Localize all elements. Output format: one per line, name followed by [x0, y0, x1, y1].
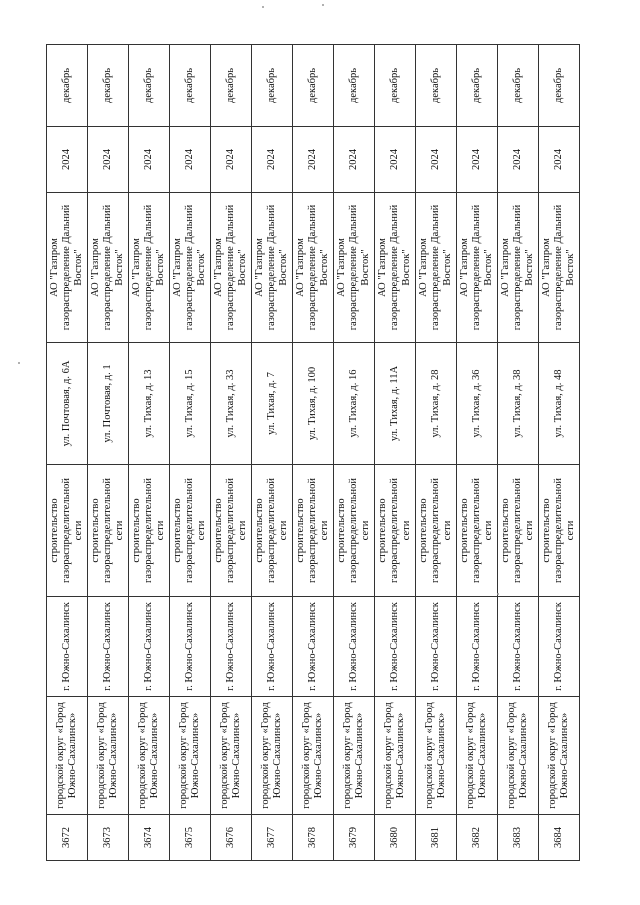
organization-cell: АО "Газпром газораспределение Дальний Восток" — [88, 193, 129, 343]
locality-cell: г. Южно-Сахалинск — [498, 597, 539, 697]
work-type-cell: строительство газораспределительной сети — [88, 465, 129, 597]
year-cell: 2024 — [252, 127, 293, 193]
organization-cell: АО "Газпром газораспределение Дальний Восток" — [252, 193, 293, 343]
address-cell: ул. Тихая, д. 33 — [211, 343, 252, 465]
municipality-cell: городской округ «Город Южно-Сахалинск» — [88, 697, 129, 815]
table-row — [211, 45, 252, 861]
table-row — [375, 45, 416, 861]
address-cell: ул. Тихая, д. 38 — [498, 343, 539, 465]
municipality-cell: городской округ «Город Южно-Сахалинск» — [47, 697, 88, 815]
municipality-cell: городской округ «Город Южно-Сахалинск» — [498, 697, 539, 815]
table-row — [129, 45, 170, 861]
month-cell: декабрь — [416, 45, 457, 127]
year-cell: 2024 — [211, 127, 252, 193]
address-cell: ул. Тихая, д. 28 — [416, 343, 457, 465]
table-row — [170, 45, 211, 861]
work-type-cell: строительство газораспределительной сети — [129, 465, 170, 597]
row-number: 3680 — [375, 815, 416, 861]
locality-cell: г. Южно-Сахалинск — [293, 597, 334, 697]
month-cell: декабрь — [457, 45, 498, 127]
organization-cell: АО "Газпром газораспределение Дальний Восток" — [498, 193, 539, 343]
address-cell: ул. Почтовая, д. 6А — [47, 343, 88, 465]
locality-cell: г. Южно-Сахалинск — [334, 597, 375, 697]
month-cell: декабрь — [334, 45, 375, 127]
month-cell: декабрь — [129, 45, 170, 127]
locality-cell: г. Южно-Сахалинск — [170, 597, 211, 697]
municipality-cell: городской округ «Город Южно-Сахалинск» — [375, 697, 416, 815]
municipality-cell: городской округ «Город Южно-Сахалинск» — [129, 697, 170, 815]
row-number: 3675 — [170, 815, 211, 861]
month-cell: декабрь — [170, 45, 211, 127]
work-type-cell: строительство газораспределительной сети — [211, 465, 252, 597]
organization-cell: АО "Газпром газораспределение Дальний Восток" — [293, 193, 334, 343]
scan-speck — [497, 593, 499, 595]
table-row — [334, 45, 375, 861]
municipality-cell: городской округ «Город Южно-Сахалинск» — [252, 697, 293, 815]
row-number: 3682 — [457, 815, 498, 861]
year-cell: 2024 — [47, 127, 88, 193]
year-cell: 2024 — [88, 127, 129, 193]
municipality-cell: городской округ «Город Южно-Сахалинск» — [539, 697, 580, 815]
row-number: 3679 — [334, 815, 375, 861]
organization-cell: АО "Газпром газораспределение Дальний Восток" — [47, 193, 88, 343]
table-row — [416, 45, 457, 861]
address-cell: ул. Тихая, д. 11А — [375, 343, 416, 465]
organization-cell: АО "Газпром газораспределение Дальний Восток" — [457, 193, 498, 343]
scan-speck — [322, 4, 324, 6]
organization-cell: АО "Газпром газораспределение Дальний Восток" — [170, 193, 211, 343]
locality-cell: г. Южно-Сахалинск — [88, 597, 129, 697]
month-cell: декабрь — [498, 45, 539, 127]
month-cell: декабрь — [47, 45, 88, 127]
year-cell: 2024 — [498, 127, 539, 193]
scan-speck — [18, 362, 20, 364]
month-cell: декабрь — [252, 45, 293, 127]
address-cell: ул. Тихая, д. 16 — [334, 343, 375, 465]
municipality-cell: городской округ «Город Южно-Сахалинск» — [416, 697, 457, 815]
locality-cell: г. Южно-Сахалинск — [416, 597, 457, 697]
organization-cell: АО "Газпром газораспределение Дальний Восток" — [416, 193, 457, 343]
organization-cell: АО "Газпром газораспределение Дальний Восток" — [129, 193, 170, 343]
row-number: 3677 — [252, 815, 293, 861]
municipality-cell: городской округ «Город Южно-Сахалинск» — [170, 697, 211, 815]
organization-cell: АО "Газпром газораспределение Дальний Восток" — [539, 193, 580, 343]
locality-cell: г. Южно-Сахалинск — [129, 597, 170, 697]
table-row — [457, 45, 498, 861]
row-number: 3674 — [129, 815, 170, 861]
locality-cell: г. Южно-Сахалинск — [375, 597, 416, 697]
table-row — [539, 45, 580, 861]
locality-cell: г. Южно-Сахалинск — [47, 597, 88, 697]
address-cell: ул. Тихая, д. 7 — [252, 343, 293, 465]
table-row — [293, 45, 334, 861]
organization-cell: АО "Газпром газораспределение Дальний Восток" — [375, 193, 416, 343]
work-type-cell: строительство газораспределительной сети — [416, 465, 457, 597]
row-number: 3684 — [539, 815, 580, 861]
year-cell: 2024 — [334, 127, 375, 193]
month-cell: декабрь — [211, 45, 252, 127]
row-number: 3678 — [293, 815, 334, 861]
work-type-cell: строительство газораспределительной сети — [293, 465, 334, 597]
year-cell: 2024 — [129, 127, 170, 193]
locality-cell: г. Южно-Сахалинск — [211, 597, 252, 697]
year-cell: 2024 — [457, 127, 498, 193]
row-number: 3683 — [498, 815, 539, 861]
year-cell: 2024 — [293, 127, 334, 193]
month-cell: декабрь — [293, 45, 334, 127]
work-type-cell: строительство газораспределительной сети — [539, 465, 580, 597]
gas-network-register-table — [46, 44, 580, 861]
municipality-cell: городской округ «Город Южно-Сахалинск» — [293, 697, 334, 815]
address-cell: ул. Почтовая, д. 1 — [88, 343, 129, 465]
work-type-cell: строительство газораспределительной сети — [47, 465, 88, 597]
work-type-cell: строительство газораспределительной сети — [252, 465, 293, 597]
year-cell: 2024 — [170, 127, 211, 193]
table-row — [252, 45, 293, 861]
address-cell: ул. Тихая, д. 15 — [170, 343, 211, 465]
scanned-page — [46, 45, 576, 861]
work-type-cell: строительство газораспределительной сети — [334, 465, 375, 597]
scan-speck — [262, 6, 264, 8]
row-number: 3672 — [47, 815, 88, 861]
work-type-cell: строительство газораспределительной сети — [170, 465, 211, 597]
table-row — [88, 45, 129, 861]
work-type-cell: строительство газораспределительной сети — [457, 465, 498, 597]
year-cell: 2024 — [375, 127, 416, 193]
address-cell: ул. Тихая, д. 36 — [457, 343, 498, 465]
locality-cell: г. Южно-Сахалинск — [252, 597, 293, 697]
locality-cell: г. Южно-Сахалинск — [457, 597, 498, 697]
address-cell: ул. Тихая, д. 13 — [129, 343, 170, 465]
table-body — [47, 45, 580, 861]
month-cell: декабрь — [88, 45, 129, 127]
organization-cell: АО "Газпром газораспределение Дальний Восток" — [334, 193, 375, 343]
municipality-cell: городской округ «Город Южно-Сахалинск» — [457, 697, 498, 815]
month-cell: декабрь — [375, 45, 416, 127]
address-cell: ул. Тихая, д. 100 — [293, 343, 334, 465]
year-cell: 2024 — [416, 127, 457, 193]
work-type-cell: строительство газораспределительной сети — [498, 465, 539, 597]
work-type-cell: строительство газораспределительной сети — [375, 465, 416, 597]
year-cell: 2024 — [539, 127, 580, 193]
month-cell: декабрь — [539, 45, 580, 127]
municipality-cell: городской округ «Город Южно-Сахалинск» — [334, 697, 375, 815]
table-row — [498, 45, 539, 861]
row-number: 3676 — [211, 815, 252, 861]
address-cell: ул. Тихая, д. 48 — [539, 343, 580, 465]
locality-cell: г. Южно-Сахалинск — [539, 597, 580, 697]
municipality-cell: городской округ «Город Южно-Сахалинск» — [211, 697, 252, 815]
row-number: 3673 — [88, 815, 129, 861]
row-number: 3681 — [416, 815, 457, 861]
table-row — [47, 45, 88, 861]
organization-cell: АО "Газпром газораспределение Дальний Восток" — [211, 193, 252, 343]
